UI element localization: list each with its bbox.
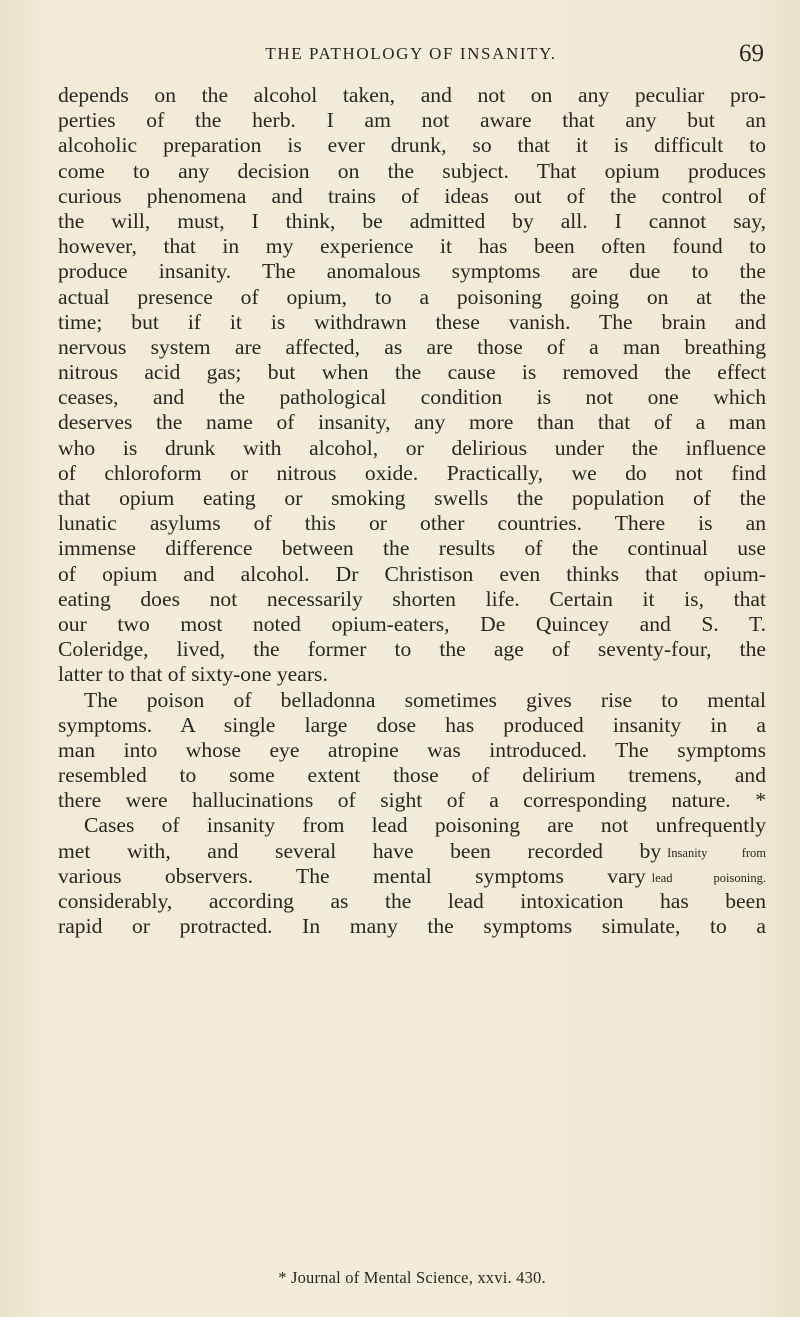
text-line: that opium eating or smoking swells the population of the	[58, 486, 766, 510]
text-line: symptoms. A single large dose has produced insanity in a	[58, 712, 766, 737]
text-line: immense difference between the results of the continual use	[58, 536, 766, 561]
text-line: considerably, according as the lead intoxication has been	[58, 889, 766, 913]
text-line-with-margin-note	[58, 839, 766, 864]
body-text	[58, 83, 766, 939]
text-line: rapid or protracted. In many the symptoms simulate, to a	[58, 914, 766, 939]
text-line: there were hallucinations of sight of a corresponding nature. *	[58, 788, 766, 813]
text-line: produce insanity. The anomalous symptoms are due to the	[58, 259, 766, 284]
text-line: Coleridge, lived, the former to the age of seventy-four, the	[58, 637, 766, 662]
text-line: depends on the alcohol taken, and not on any peculiar pro-	[58, 83, 766, 107]
text-line: alcoholic preparation is ever drunk, so that it is difficult to	[58, 133, 766, 158]
text-line: lunatic asylums of this or other countries. There is an	[58, 511, 766, 536]
text-line: of opium and alcohol. Dr Christison even thinks that opium-	[58, 561, 766, 586]
text-line-with-margin-note	[58, 864, 766, 889]
text-line: actual presence of opium, to a poisoning going on at the	[58, 284, 766, 309]
text-line: Cases of insanity from lead poisoning are not unfrequently	[84, 813, 766, 838]
text-line: deserves the name of insanity, any more than that of a man	[58, 410, 766, 435]
text-line-part: met with, and several have been recorded by	[58, 838, 662, 863]
margin-note: lead poisoning.	[651, 870, 766, 885]
text-line: ceases, and the pathological condition is not one which	[58, 385, 766, 410]
text-line: latter to that of sixty-one years.	[58, 662, 328, 687]
page-number: 69	[739, 40, 764, 67]
text-line: the will, must, I think, be admitted by all. I cannot say,	[58, 208, 766, 233]
text-line: perties of the herb. I am not aware that any but an	[58, 108, 766, 133]
text-line: nitrous acid gas; but when the cause is removed the effect	[58, 360, 766, 385]
footnote: * Journal of Mental Science, xxvi. 430.	[278, 1268, 546, 1287]
text-line: eating does not necessarily shorten life. Certain it is, that	[58, 586, 766, 611]
text-line: man into whose eye atropine was introduced. The symptoms	[58, 737, 766, 762]
text-line: curious phenomena and trains of ideas out of the control of	[58, 183, 766, 208]
running-head: THE PATHOLOGY OF INSANITY.	[265, 44, 557, 63]
text-line: The poison of belladonna sometimes gives rise to mental	[84, 687, 766, 712]
text-line: come to any decision on the subject. That opium produces	[58, 158, 766, 183]
margin-note: Insanity from	[667, 845, 766, 860]
text-line-part: various observers. The mental symptoms vary	[58, 863, 646, 888]
page-header	[58, 42, 764, 70]
text-line: time; but if it is withdrawn these vanish. The brain and	[58, 309, 766, 334]
text-line: nervous system are affected, as are those of a man breathing	[58, 334, 766, 359]
text-line: of chloroform or nitrous oxide. Practically, we do not find	[58, 460, 766, 485]
text-line: resembled to some extent those of delirium tremens, and	[58, 763, 766, 788]
text-line: who is drunk with alcohol, or delirious under the influence	[58, 435, 766, 460]
text-line: however, that in my experience it has been often found to	[58, 234, 766, 259]
text-line: our two most noted opium-eaters, De Quincey and S. T.	[58, 611, 766, 636]
